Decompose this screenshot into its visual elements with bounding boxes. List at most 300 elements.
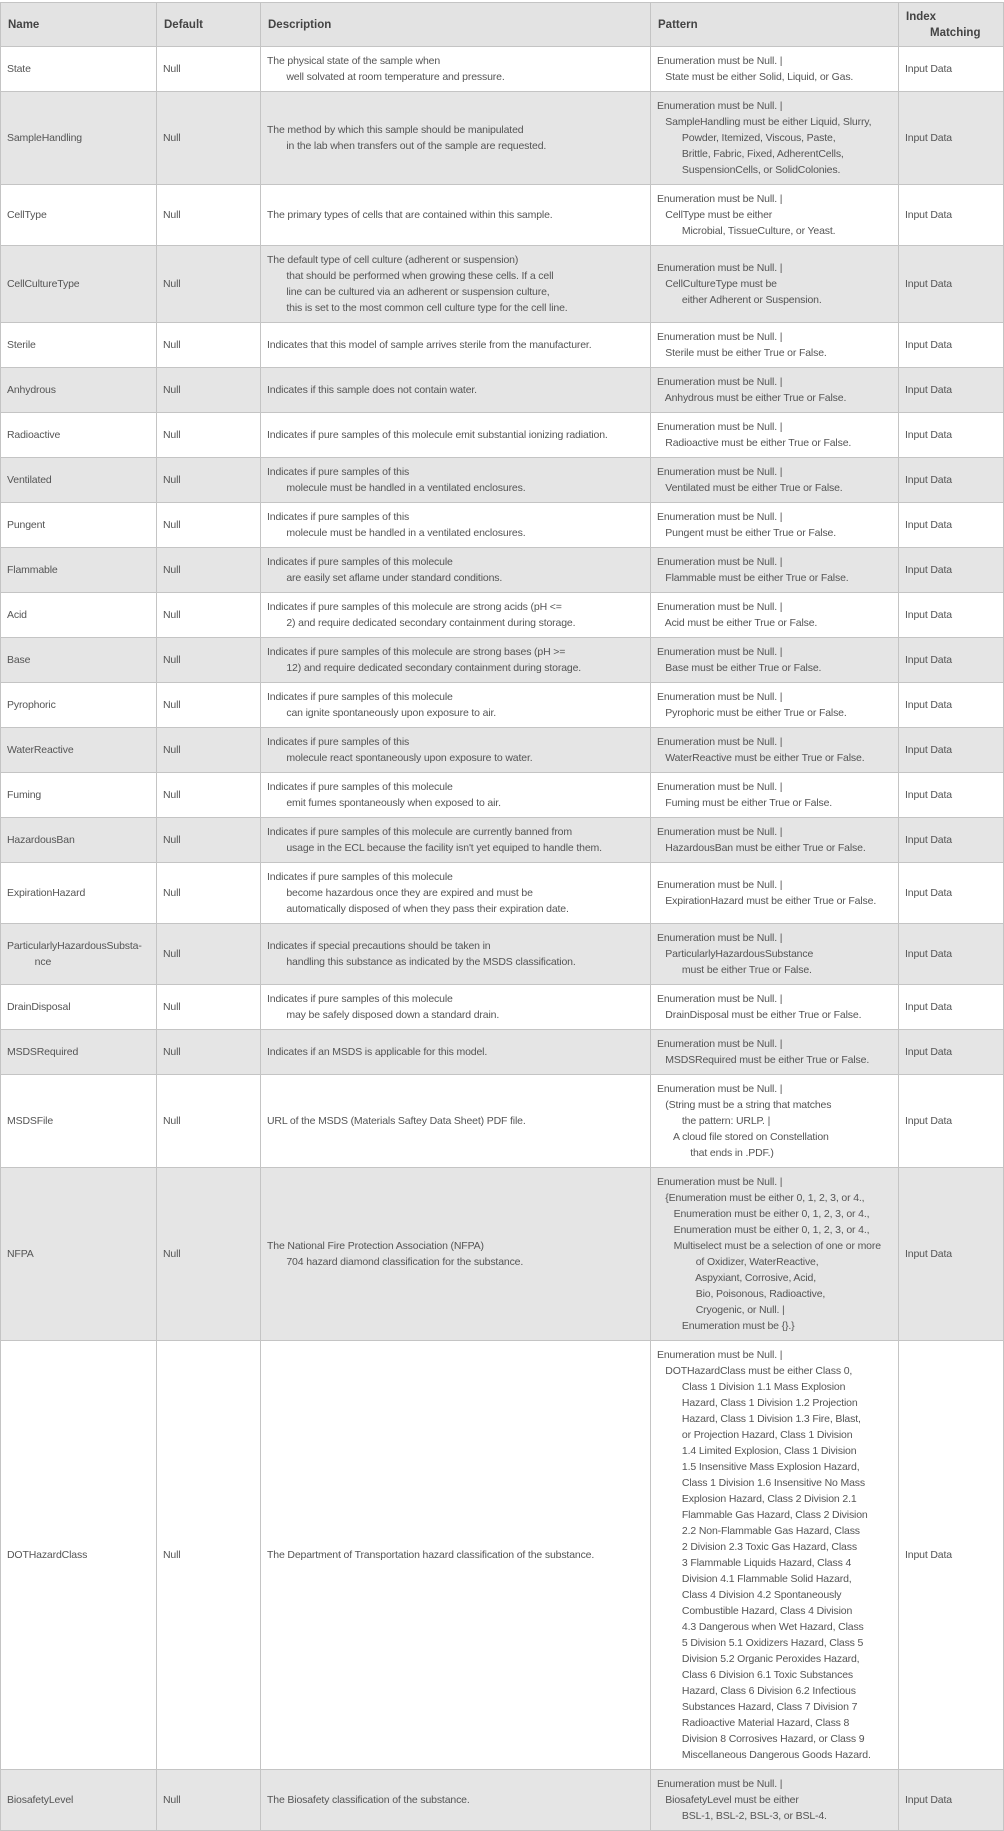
- cell-description-line: are easily set aflame under standard conditions.: [267, 572, 503, 584]
- cell-pattern: [651, 368, 899, 413]
- cell-pattern-line: Enumeration must be Null. |: [657, 1349, 783, 1361]
- cell-index-matching: Input Data: [899, 368, 1004, 413]
- cell-description: [261, 1341, 651, 1770]
- cell-name-line: Base: [7, 654, 31, 666]
- cell-name-line: Anhydrous: [7, 384, 56, 396]
- cell-pattern-line: Acid must be either True or False.: [657, 617, 818, 629]
- cell-pattern: [651, 323, 899, 368]
- cell-pattern-line: must be either True or False.: [657, 964, 812, 976]
- cell-default: Null: [157, 47, 261, 92]
- cell-name-line: CellType: [7, 209, 47, 221]
- cell-name: [1, 985, 157, 1030]
- cell-pattern-line: Enumeration must be Null. |: [657, 646, 783, 658]
- cell-pattern-line: 2 Division 2.3 Toxic Gas Hazard, Class: [657, 1541, 857, 1553]
- cell-pattern-line: Multiselect must be a selection of one or more: [657, 1240, 881, 1252]
- cell-name: [1, 92, 157, 185]
- cell-description-line: usage in the ECL because the facility isn't yet equiped to handle them.: [267, 842, 602, 854]
- cell-description: [261, 1030, 651, 1075]
- cell-description: [261, 47, 651, 92]
- cell-pattern: [651, 818, 899, 863]
- cell-pattern-line: that ends in .PDF.): [657, 1147, 774, 1159]
- cell-index-matching: Input Data: [899, 246, 1004, 323]
- cell-description-line: molecule must be handled in a ventilated enclosures.: [267, 482, 526, 494]
- cell-pattern-line: Enumeration must be Null. |: [657, 331, 783, 343]
- cell-description: [261, 1770, 651, 1831]
- cell-pattern-line: BiosafetyLevel must be either: [657, 1794, 799, 1806]
- header-index-line1: Index: [906, 10, 937, 23]
- cell-index-matching: Input Data: [899, 458, 1004, 503]
- table-row: [1, 413, 1004, 458]
- table-row: [1, 1341, 1004, 1770]
- cell-description-line: in the lab when transfers out of the sample are requested.: [267, 140, 547, 152]
- cell-name: [1, 503, 157, 548]
- cell-index-matching: Input Data: [899, 323, 1004, 368]
- cell-pattern: [651, 458, 899, 503]
- cell-pattern-line: {Enumeration must be either 0, 1, 2, 3, or 4.,: [657, 1192, 865, 1204]
- cell-description-line: automatically disposed of when they pass their expiration date.: [267, 903, 569, 915]
- cell-pattern-line: Aspyxiant, Corrosive, Acid,: [657, 1272, 816, 1284]
- table-row: [1, 246, 1004, 323]
- cell-name-line: Fuming: [7, 789, 42, 801]
- cell-description-line: 12) and require dedicated secondary containment during storage.: [267, 662, 582, 674]
- cell-pattern-line: or Projection Hazard, Class 1 Division: [657, 1429, 853, 1441]
- cell-description-line: 2) and require dedicated secondary containment during storage.: [267, 617, 576, 629]
- cell-pattern-line: Bio, Poisonous, Radioactive,: [657, 1288, 826, 1300]
- cell-description: [261, 458, 651, 503]
- cell-index-matching: Input Data: [899, 924, 1004, 985]
- cell-pattern-line: Enumeration must be Null. |: [657, 193, 783, 205]
- cell-description: [261, 185, 651, 246]
- cell-pattern-line: Enumeration must be Null. |: [657, 421, 783, 433]
- cell-pattern-line: Enumeration must be Null. |: [657, 826, 783, 838]
- cell-pattern: [651, 1075, 899, 1168]
- cell-pattern: [651, 638, 899, 683]
- cell-pattern-line: Class 1 Division 1.1 Mass Explosion: [657, 1381, 846, 1393]
- cell-pattern-line: Hazard, Class 6 Division 6.2 Infectious: [657, 1685, 856, 1697]
- cell-pattern-line: Division 8 Corrosives Hazard, or Class 9: [657, 1733, 865, 1745]
- cell-index-matching: Input Data: [899, 1030, 1004, 1075]
- cell-description: [261, 638, 651, 683]
- cell-pattern-line: Class 4 Division 4.2 Spontaneously: [657, 1589, 842, 1601]
- cell-description: [261, 1168, 651, 1341]
- cell-pattern-line: Explosion Hazard, Class 2 Division 2.1: [657, 1493, 857, 1505]
- table-header-row: [1, 3, 1004, 47]
- cell-name: [1, 47, 157, 92]
- table-row: [1, 1168, 1004, 1341]
- table-row: [1, 47, 1004, 92]
- cell-default: Null: [157, 1770, 261, 1831]
- header-index-matching: [899, 3, 1004, 47]
- cell-description-line: The method by which this sample should be manipulated: [267, 124, 524, 136]
- cell-description-line: The Biosafety classification of the substance.: [267, 1794, 470, 1806]
- cell-pattern-line: SampleHandling must be either Liquid, Slurry,: [657, 116, 872, 128]
- cell-description-line: may be safely disposed down a standard drain.: [267, 1009, 500, 1021]
- header-description: Description: [261, 3, 651, 47]
- cell-default: Null: [157, 368, 261, 413]
- cell-description-line: The National Fire Protection Association (NFPA): [267, 1240, 484, 1252]
- cell-pattern-line: Anhydrous must be either True or False.: [657, 392, 847, 404]
- cell-pattern-line: Enumeration must be Null. |: [657, 1038, 783, 1050]
- cell-name: [1, 924, 157, 985]
- cell-pattern-line: Brittle, Fabric, Fixed, AdherentCells,: [657, 148, 844, 160]
- table-row: [1, 503, 1004, 548]
- cell-pattern-line: Radioactive must be either True or False.: [657, 437, 852, 449]
- cell-pattern-line: Enumeration must be Null. |: [657, 1083, 783, 1095]
- cell-description-line: Indicates if pure samples of this molecule: [267, 871, 453, 883]
- cell-index-matching: Input Data: [899, 863, 1004, 924]
- cell-name-line: Radioactive: [7, 429, 61, 441]
- cell-pattern: [651, 47, 899, 92]
- cell-name: [1, 246, 157, 323]
- cell-default: Null: [157, 1168, 261, 1341]
- cell-pattern: [651, 985, 899, 1030]
- cell-pattern: [651, 1770, 899, 1831]
- cell-pattern: [651, 593, 899, 638]
- cell-index-matching: Input Data: [899, 985, 1004, 1030]
- cell-pattern-line: of Oxidizer, WaterReactive,: [657, 1256, 819, 1268]
- cell-pattern-line: Enumeration must be Null. |: [657, 879, 783, 891]
- cell-name: [1, 548, 157, 593]
- cell-description-line: Indicates if pure samples of this molecule: [267, 556, 453, 568]
- table-row: [1, 683, 1004, 728]
- cell-description-line: molecule react spontaneously upon exposure to water.: [267, 752, 533, 764]
- cell-description-line: Indicates if pure samples of this: [267, 736, 410, 748]
- cell-name: [1, 683, 157, 728]
- cell-description-line: Indicates if pure samples of this molecule: [267, 781, 453, 793]
- cell-pattern-line: DrainDisposal must be either True or False.: [657, 1009, 862, 1021]
- cell-pattern-line: Enumeration must be Null. |: [657, 100, 783, 112]
- cell-description: [261, 818, 651, 863]
- cell-default: Null: [157, 246, 261, 323]
- cell-pattern-line: Enumeration must be Null. |: [657, 781, 783, 793]
- cell-name-line: CellCultureType: [7, 278, 80, 290]
- cell-pattern-line: either Adherent or Suspension.: [657, 294, 822, 306]
- cell-pattern-line: Class 1 Division 1.6 Insensitive No Mass: [657, 1477, 865, 1489]
- cell-default: Null: [157, 593, 261, 638]
- cell-name-line: Flammable: [7, 564, 58, 576]
- cell-name-line: SampleHandling: [7, 132, 82, 144]
- cell-name-line: Acid: [7, 609, 27, 621]
- cell-pattern-line: ParticularlyHazardousSubstance: [657, 948, 814, 960]
- cell-name-line: DOTHazardClass: [7, 1549, 88, 1561]
- cell-pattern-line: Enumeration must be Null. |: [657, 262, 783, 274]
- cell-pattern-line: Division 5.2 Organic Peroxides Hazard,: [657, 1653, 860, 1665]
- cell-pattern-line: Cryogenic, or Null. |: [657, 1304, 785, 1316]
- cell-index-matching: Input Data: [899, 818, 1004, 863]
- cell-pattern-line: (String must be a string that matches: [657, 1099, 832, 1111]
- cell-pattern: [651, 1168, 899, 1341]
- cell-description-line: The Department of Transportation hazard classification of the substance.: [267, 1549, 595, 1561]
- cell-pattern-line: 1.5 Insensitive Mass Explosion Hazard,: [657, 1461, 860, 1473]
- cell-pattern-line: Combustible Hazard, Class 4 Division: [657, 1605, 853, 1617]
- cell-name-line: MSDSRequired: [7, 1046, 79, 1058]
- cell-name: [1, 863, 157, 924]
- cell-pattern-line: Microbial, TissueCulture, or Yeast.: [657, 225, 836, 237]
- cell-name: [1, 728, 157, 773]
- cell-description: [261, 548, 651, 593]
- cell-description-line: molecule must be handled in a ventilated enclosures.: [267, 527, 526, 539]
- cell-name-line: MSDSFile: [7, 1115, 54, 1127]
- cell-pattern-line: DOTHazardClass must be either Class 0,: [657, 1365, 853, 1377]
- cell-description: [261, 863, 651, 924]
- cell-description-line: emit fumes spontaneously when exposed to air.: [267, 797, 501, 809]
- cell-description-line: The default type of cell culture (adherent or suspension): [267, 254, 519, 266]
- cell-index-matching: Input Data: [899, 413, 1004, 458]
- cell-name-line: Pyrophoric: [7, 699, 56, 711]
- header-index-line2: Matching: [930, 26, 981, 39]
- cell-pattern-line: Sterile must be either True or False.: [657, 347, 827, 359]
- cell-description-line: can ignite spontaneously upon exposure to air.: [267, 707, 497, 719]
- cell-description: [261, 924, 651, 985]
- cell-pattern-line: MSDSRequired must be either True or False.: [657, 1054, 870, 1066]
- cell-pattern-line: ExpirationHazard must be either True or False.: [657, 895, 877, 907]
- cell-default: Null: [157, 92, 261, 185]
- cell-description-line: that should be performed when growing these cells. If a cell: [267, 270, 554, 282]
- cell-index-matching: Input Data: [899, 773, 1004, 818]
- cell-name-line: ExpirationHazard: [7, 887, 86, 899]
- cell-pattern-line: SuspensionCells, or SolidColonies.: [657, 164, 841, 176]
- cell-pattern-line: Enumeration must be either 0, 1, 2, 3, or 4.,: [657, 1208, 870, 1220]
- cell-default: Null: [157, 638, 261, 683]
- cell-name: [1, 185, 157, 246]
- cell-index-matching: Input Data: [899, 503, 1004, 548]
- table-row: [1, 1770, 1004, 1831]
- table-row: [1, 1030, 1004, 1075]
- cell-description: [261, 323, 651, 368]
- cell-pattern-line: Division 4.1 Flammable Solid Hazard,: [657, 1573, 852, 1585]
- cell-pattern-line: HazardousBan must be either True or False.: [657, 842, 866, 854]
- cell-index-matching: Input Data: [899, 92, 1004, 185]
- cell-index-matching: Input Data: [899, 728, 1004, 773]
- cell-pattern-line: Powder, Itemized, Viscous, Paste,: [657, 132, 836, 144]
- cell-default: Null: [157, 1341, 261, 1770]
- header-name: Name: [1, 3, 157, 47]
- cell-pattern-line: Enumeration must be Null. |: [657, 556, 783, 568]
- cell-pattern-line: Miscellaneous Dangerous Goods Hazard.: [657, 1749, 871, 1761]
- cell-name: [1, 818, 157, 863]
- cell-default: Null: [157, 323, 261, 368]
- cell-pattern-line: Hazard, Class 1 Division 1.2 Projection: [657, 1397, 858, 1409]
- table-row: [1, 458, 1004, 503]
- cell-name-line: BiosafetyLevel: [7, 1794, 74, 1806]
- cell-index-matching: Input Data: [899, 1341, 1004, 1770]
- cell-pattern: [651, 924, 899, 985]
- cell-description-line: URL of the MSDS (Materials Saftey Data Sheet) PDF file.: [267, 1115, 526, 1127]
- cell-name: [1, 1168, 157, 1341]
- cell-pattern-line: Enumeration must be either 0, 1, 2, 3, or 4.,: [657, 1224, 870, 1236]
- cell-description: [261, 92, 651, 185]
- cell-index-matching: Input Data: [899, 593, 1004, 638]
- cell-default: Null: [157, 185, 261, 246]
- cell-pattern-line: Enumeration must be Null. |: [657, 376, 783, 388]
- cell-pattern-line: Enumeration must be {}.}: [657, 1320, 795, 1332]
- cell-pattern-line: WaterReactive must be either True or False.: [657, 752, 865, 764]
- cell-default: Null: [157, 413, 261, 458]
- cell-index-matching: Input Data: [899, 185, 1004, 246]
- cell-index-matching: Input Data: [899, 47, 1004, 92]
- cell-name-line: State: [7, 63, 31, 75]
- cell-pattern-line: Enumeration must be Null. |: [657, 1176, 783, 1188]
- cell-pattern-line: Enumeration must be Null. |: [657, 1778, 783, 1790]
- cell-pattern-line: 5 Division 5.1 Oxidizers Hazard, Class 5: [657, 1637, 864, 1649]
- cell-description: [261, 985, 651, 1030]
- table-row: [1, 92, 1004, 185]
- cell-index-matching: Input Data: [899, 548, 1004, 593]
- cell-name: [1, 413, 157, 458]
- cell-description-line: Indicates if pure samples of this: [267, 466, 410, 478]
- table-row: [1, 638, 1004, 683]
- cell-description-line: Indicates if pure samples of this molecule emit substantial ionizing radiation.: [267, 429, 608, 441]
- cell-default: Null: [157, 863, 261, 924]
- cell-pattern-line: Pyrophoric must be either True or False.: [657, 707, 847, 719]
- cell-pattern-line: A cloud file stored on Constellation: [657, 1131, 829, 1143]
- cell-name: [1, 593, 157, 638]
- cell-description: [261, 683, 651, 728]
- cell-pattern-line: 2.2 Non-Flammable Gas Hazard, Class: [657, 1525, 860, 1537]
- cell-index-matching: Input Data: [899, 683, 1004, 728]
- cell-name-line: NFPA: [7, 1248, 34, 1260]
- cell-pattern-line: Pungent must be either True or False.: [657, 527, 837, 539]
- cell-default: Null: [157, 548, 261, 593]
- cell-description-line: Indicates if pure samples of this molecule are strong acids (pH <=: [267, 601, 562, 613]
- cell-description: [261, 1075, 651, 1168]
- table-row: [1, 323, 1004, 368]
- cell-name: [1, 323, 157, 368]
- cell-pattern: [651, 185, 899, 246]
- cell-index-matching: Input Data: [899, 1770, 1004, 1831]
- cell-pattern: [651, 413, 899, 458]
- header-pattern: Pattern: [651, 3, 899, 47]
- table-row: [1, 773, 1004, 818]
- cell-pattern-line: Enumeration must be Null. |: [657, 511, 783, 523]
- cell-pattern-line: BSL-1, BSL-2, BSL-3, or BSL-4.: [657, 1810, 827, 1822]
- cell-pattern-line: CellCultureType must be: [657, 278, 777, 290]
- cell-pattern-line: CellType must be either: [657, 209, 773, 221]
- cell-description-line: Indicates if pure samples of this molecule are currently banned from: [267, 826, 572, 838]
- cell-name-line: ParticularlyHazardousSubsta-: [7, 940, 142, 952]
- cell-pattern-line: Enumeration must be Null. |: [657, 736, 783, 748]
- cell-pattern: [651, 1341, 899, 1770]
- cell-name: [1, 1030, 157, 1075]
- cell-name: [1, 1341, 157, 1770]
- cell-pattern: [651, 728, 899, 773]
- cell-default: Null: [157, 683, 261, 728]
- cell-default: Null: [157, 1030, 261, 1075]
- table-row: [1, 924, 1004, 985]
- cell-name-line: Pungent: [7, 519, 46, 531]
- cell-description: [261, 773, 651, 818]
- cell-pattern-line: Substances Hazard, Class 7 Division 7: [657, 1701, 858, 1713]
- cell-pattern-line: Enumeration must be Null. |: [657, 993, 783, 1005]
- cell-pattern-line: Class 6 Division 6.1 Toxic Substances: [657, 1669, 853, 1681]
- cell-pattern-line: Radioactive Material Hazard, Class 8: [657, 1717, 850, 1729]
- cell-name-line: DrainDisposal: [7, 1001, 71, 1013]
- cell-pattern-line: 1.4 Limited Explosion, Class 1 Division: [657, 1445, 857, 1457]
- cell-description-line: The physical state of the sample when: [267, 55, 441, 67]
- cell-description-line: Indicates if this sample does not contain water.: [267, 384, 477, 396]
- cell-pattern-line: Base must be either True or False.: [657, 662, 822, 674]
- cell-pattern-line: Enumeration must be Null. |: [657, 932, 783, 944]
- cell-pattern: [651, 92, 899, 185]
- fields-table: [0, 2, 1004, 1831]
- table-row: [1, 985, 1004, 1030]
- cell-name-line: Sterile: [7, 339, 36, 351]
- cell-name: [1, 773, 157, 818]
- cell-pattern-line: Flammable Gas Hazard, Class 2 Division: [657, 1509, 868, 1521]
- cell-description-line: Indicates if pure samples of this: [267, 511, 410, 523]
- cell-index-matching: Input Data: [899, 638, 1004, 683]
- header-default: Default: [157, 3, 261, 47]
- cell-name-line: HazardousBan: [7, 834, 75, 846]
- cell-description-line: Indicates if pure samples of this molecule: [267, 993, 453, 1005]
- cell-description-line: Indicates if special precautions should be taken in: [267, 940, 491, 952]
- cell-pattern-line: State must be either Solid, Liquid, or Gas.: [657, 71, 854, 83]
- cell-pattern-line: the pattern: URLP. |: [657, 1115, 771, 1127]
- cell-index-matching: Input Data: [899, 1075, 1004, 1168]
- table-row: [1, 548, 1004, 593]
- cell-description: [261, 246, 651, 323]
- cell-name: [1, 458, 157, 503]
- cell-description-line: well solvated at room temperature and pressure.: [267, 71, 505, 83]
- cell-description: [261, 368, 651, 413]
- cell-pattern-line: Enumeration must be Null. |: [657, 691, 783, 703]
- cell-description-line: The primary types of cells that are contained within this sample.: [267, 209, 553, 221]
- cell-default: Null: [157, 924, 261, 985]
- cell-description-line: Indicates if pure samples of this molecule: [267, 691, 453, 703]
- cell-pattern-line: Enumeration must be Null. |: [657, 601, 783, 613]
- cell-pattern: [651, 773, 899, 818]
- cell-description-line: Indicates if an MSDS is applicable for this model.: [267, 1046, 488, 1058]
- cell-pattern-line: Fuming must be either True or False.: [657, 797, 833, 809]
- cell-default: Null: [157, 458, 261, 503]
- cell-index-matching: Input Data: [899, 1168, 1004, 1341]
- cell-description-line: Indicates that this model of sample arrives sterile from the manufacturer.: [267, 339, 592, 351]
- cell-name: [1, 368, 157, 413]
- cell-description: [261, 728, 651, 773]
- cell-description-line: become hazardous once they are expired and must be: [267, 887, 533, 899]
- cell-pattern: [651, 683, 899, 728]
- cell-default: Null: [157, 818, 261, 863]
- table-row: [1, 593, 1004, 638]
- cell-description: [261, 503, 651, 548]
- cell-pattern-line: Flammable must be either True or False.: [657, 572, 849, 584]
- table-row: [1, 368, 1004, 413]
- cell-pattern: [651, 503, 899, 548]
- cell-description-line: line can be cultured via an adherent or suspension culture,: [267, 286, 550, 298]
- cell-description: [261, 413, 651, 458]
- cell-pattern: [651, 246, 899, 323]
- cell-name-line: Ventilated: [7, 474, 52, 486]
- cell-name-line: WaterReactive: [7, 744, 74, 756]
- cell-pattern-line: 4.3 Dangerous when Wet Hazard, Class: [657, 1621, 864, 1633]
- cell-description-line: 704 hazard diamond classification for the substance.: [267, 1256, 524, 1268]
- cell-description: [261, 593, 651, 638]
- cell-pattern: [651, 1030, 899, 1075]
- cell-pattern-line: 3 Flammable Liquids Hazard, Class 4: [657, 1557, 852, 1569]
- cell-default: Null: [157, 728, 261, 773]
- cell-pattern: [651, 863, 899, 924]
- cell-pattern-line: Enumeration must be Null. |: [657, 466, 783, 478]
- table-row: [1, 1075, 1004, 1168]
- table-row: [1, 185, 1004, 246]
- table-row: [1, 863, 1004, 924]
- cell-name: [1, 1075, 157, 1168]
- cell-default: Null: [157, 503, 261, 548]
- cell-default: Null: [157, 773, 261, 818]
- cell-pattern: [651, 548, 899, 593]
- cell-description-line: handling this substance as indicated by the MSDS classification.: [267, 956, 576, 968]
- cell-default: Null: [157, 1075, 261, 1168]
